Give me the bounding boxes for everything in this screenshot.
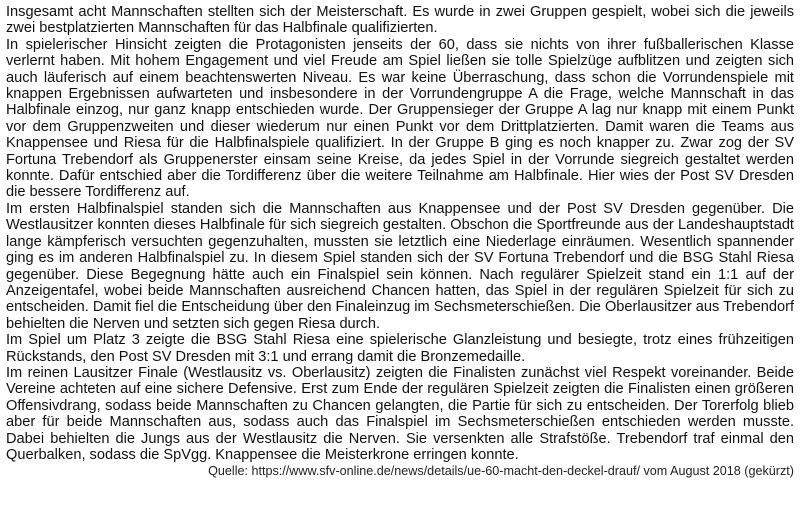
paragraph-semifinals: Im ersten Halbfinalspiel standen sich die Mannschaften aus Knappensee und der Post SV Dresden gegenüber. Die Westlausitzer konnten dieses Halbfinale für sich siegreich gestalten. Obschon die Sportfreunde aus der Landeshauptstadt lange kämpferisch versuchten gegenzuhalten, mussten sie letztlich eine Niederlage einräumen. Wesentlich spannender ging es im anderen Halbfinalspiel zu. In diesem Spiel standen sich der SV Fortuna Trebendorf und die BSG Stahl Riesa gegenüber. Diese Begegnung hätte auch ein Finalspiel sein können. Nach regulärer Spielzeit stand ein 1:1 auf der Anzeigentafel, wobei beide Mannschaften ausreichend Chancen hatten, das Spiel in der regulären Spielzeit für sich zu entscheiden. Damit fiel die Entscheidung über den Finaleinzug im Sechsmeterschießen. Die Oberlausitzer aus Trebendorf behielten die Nerven und setzten sich gegen Riesa durch. <box>6 200 794 332</box>
paragraph-final: Im reinen Lausitzer Finale (Westlausitz vs. Oberlausitz) zeigten die Finalisten zunächst viel Respekt voreinander. Beide Vereine achteten auf eine sichere Defensive. Erst zum Ende der regulären Spielzeit zeigten die Finalisten einen größeren Offensivdrang, sodass beide Mannschaften zu Chancen gelangten, die Partie für sich zu entscheiden. Der Torerfolg blieb aber für beide Mannschaften aus, sodass auch das Finalspiel im Sechsmeterschießen entschieden werden musste. Dabei behielten die Jungs aus der Westlausitz die Nerven. Sie versenkten alle Strafstöße. Trebendorf traf einmal den Querbalken, sodass die SpVgg. Knappensee die Meisterkrone erringen konnte. <box>6 364 794 463</box>
paragraph-intro: Insgesamt acht Mannschaften stellten sich der Meisterschaft. Es wurde in zwei Gruppen gespielt, wobei sich die jeweils zwei bestplatzierten Mannschaften für das Halbfinale qualifizierten. <box>6 4 794 37</box>
paragraph-third-place: Im Spiel um Platz 3 zeigte die BSG Stahl Riesa eine spielerische Glanzleistung und besiegte, trotz eines frühzeitigen Rückstands, den Post SV Dresden mit 3:1 und errang damit die Bronzemedaille. <box>6 332 794 365</box>
source-citation: Quelle: https://www.sfv-online.de/news/details/ue-60-macht-den-deckel-drauf/ vom August 2018 (gekürzt) <box>208 464 794 479</box>
paragraph-group-stage: In spielerischer Hinsicht zeigten die Protagonisten jenseits der 60, dass sie nichts von ihrer fußballerischen Klasse verlernt haben. Mit hohem Engagement und viel Freude am Spiel ließen sie tolle Spielzüge aufblitzen und zeigten sich auch läuferisch auf einem beachtenswerten Niveau. Es war keine Überraschung, dass schon die Vorrundenspiele mit knappen Ergebnissen aufwarteten und insbesondere in der Vorrundengruppe A die Frage, welche Mannschaft in das Halbfinale einzog, nur ganz knapp entschieden wurde. Der Gruppensieger der Gruppe A lag nur knapp mit einem Punkt vor dem Gruppenzweiten und dieser wiederum nur einen Punkt vor dem Drittplatzierten. Damit waren die Teams aus Knappensee und Riesa für die Halbfinalspiele qualifiziert. In der Gruppe B ging es noch knapper zu. Zwar zog der SV Fortuna Trebendorf als Gruppenerster einsam seine Kreise, da jedes Spiel in der Vorrunde siegreich gestaltet werden konnte. Dafür entschied aber die Tordifferenz über die weitere Teilnahme am Halbfinale. Hier wies der Post SV Dresden die bessere Tordifferenz auf. <box>6 36 794 201</box>
article-body <box>6 4 794 479</box>
